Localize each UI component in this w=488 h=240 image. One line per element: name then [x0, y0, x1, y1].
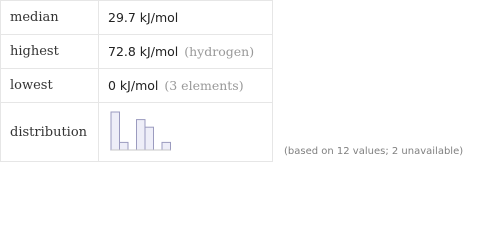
lowest-value — [99, 69, 273, 103]
histogram-bar — [111, 112, 120, 150]
median-value-text: 29.7 kJ/mol — [108, 10, 179, 25]
lowest-value-text: 0 kJ/mol — [108, 78, 159, 93]
distribution-cell — [99, 103, 273, 162]
median-value — [99, 1, 273, 35]
distribution-label: distribution — [1, 103, 99, 162]
histogram-bar — [137, 120, 146, 150]
highest-value-text: 72.8 kJ/mol — [108, 44, 179, 59]
distribution-histogram — [109, 110, 185, 154]
lowest-row — [1, 69, 273, 103]
histogram-bar — [162, 142, 171, 150]
median-label: median — [1, 1, 99, 35]
lowest-label: lowest — [1, 69, 99, 103]
median-row — [1, 1, 273, 35]
histogram-bar — [120, 142, 129, 150]
lowest-note: (3 elements) — [164, 78, 244, 93]
highest-row — [1, 35, 273, 69]
footnote: (based on 12 values; 2 unavailable) — [284, 146, 464, 157]
histogram-bar — [145, 127, 154, 150]
highest-value — [99, 35, 273, 69]
statistics-table — [0, 0, 273, 162]
highest-note: (hydrogen) — [184, 44, 255, 59]
highest-label: highest — [1, 35, 99, 69]
distribution-row — [1, 103, 273, 162]
